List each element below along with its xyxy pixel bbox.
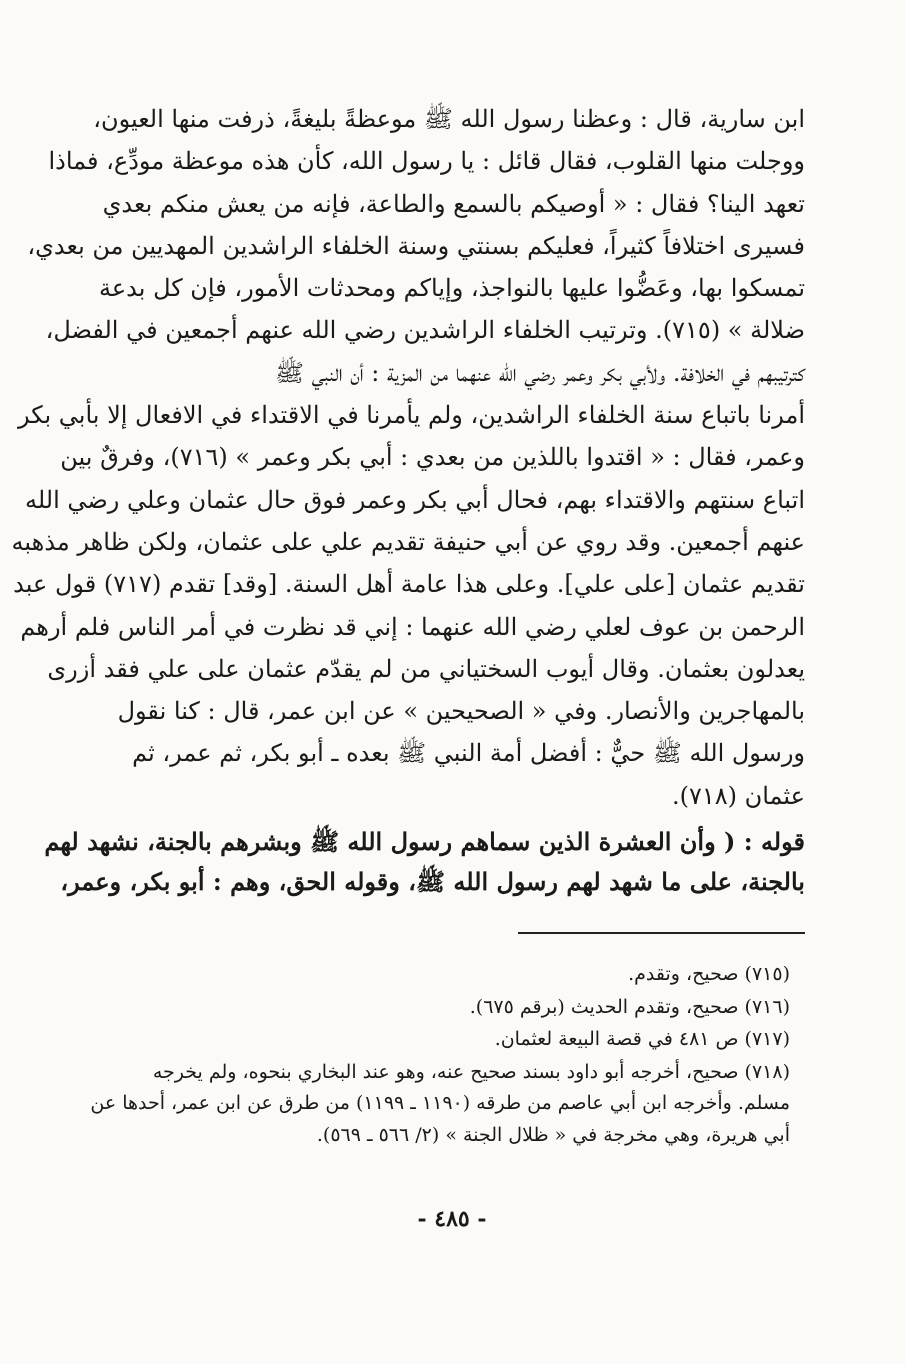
- quote-line: قوله : ( وأن العشرة الذين سماهم رسول الله ﷺ وبشرهم بالجنة، نشهد لهم: [44, 827, 805, 856]
- footnote-continuation: أبي هريرة، وهي مخرجة في « ظلال الجنة » (٢/ ٥٦٦ ـ ٥٦٩).: [316, 1123, 790, 1146]
- text-line: كترتيبهم في الخلافة. ولأبي بكر وعمر رضي الله عنهما من المزية : أن النبي ﷺ: [275, 358, 805, 387]
- text-line: ضلالة » (٧١٥). وترتيب الخلفاء الراشدين رضي الله عنهم أجمعين في الفضل،: [45, 316, 805, 345]
- main-text: [11, 98, 805, 817]
- text-line: الرحمن بن عوف لعلي رضي الله عنهما : إني قد نظرت في أمر الناس فلم أرهم: [20, 612, 805, 641]
- text-line: ابن سارية، قال : وعظنا رسول الله ﷺ موعظةً بليغةً، ذرفت منها العيون،: [93, 105, 805, 133]
- footnote-continuation: مسلم. وأخرجه ابن أبي عاصم من طرقه (١١٩٠ ـ ١١٩٩) من طرق عن ابن عمر، أحدها عن: [90, 1092, 790, 1115]
- text-line: أمرنا باتباع سنة الخلفاء الراشدين، ولم يأمرنا في الاقتداء في الافعال إلا بأبي بكر: [17, 401, 805, 430]
- footnote: (٧١٨) صحيح، أخرجه أبو داود بسند صحيح عنه، وهو عند البخاري بنحوه، ولم يخرجه: [152, 1060, 790, 1083]
- text-line: اتباع سنتهم والاقتداء بهم، فحال أبي بكر وعمر فوق حال عثمان وعلي رضي الله: [24, 485, 805, 514]
- footnote: (٧١٧) ص ٤٨١ في قصة البيعة لعثمان.: [494, 1028, 790, 1051]
- text-line: ووجلت منها القلوب، فقال قائل : يا رسول الله، كأن هذه موعظة مودِّع، فماذا: [48, 147, 805, 176]
- text-line: فسيرى اختلافاً كثيراً، فعليكم بسنتي وسنة الخلفاء الراشدين المهديين من بعدي،: [27, 231, 805, 260]
- page-number: - ٤٨٥ -: [417, 1206, 487, 1232]
- text-line: بالمهاجرين والأنصار. وفي « الصحيحين » عن ابن عمر، قال : كنا نقول: [117, 697, 805, 726]
- text-line: تقديم عثمان [على علي]. وعلى هذا عامة أهل السنة. [وقد] تقدم (٧١٧) قول عبد: [13, 570, 805, 599]
- text-line: يعدلون بعثمان. وقال أيوب السختياني من لم يقدّم عثمان على علي فقد أزرى: [47, 654, 805, 683]
- matn-quote: [44, 822, 805, 902]
- text-line: تمسكوا بها، وعَضُّوا عليها بالنواجذ، وإياكم ومحدثات الأمور، فإن كل بدعة: [98, 274, 805, 303]
- footnote: (٧١٥) صحيح، وتقدم.: [628, 963, 790, 985]
- footnote-divider: [518, 932, 805, 934]
- quote-line: بالجنة، على ما شهد لهم رسول الله ﷺ، وقوله الحق، وهم : أبو بكر، وعمر،: [60, 867, 805, 896]
- text-line: عنهم أجمعين. وقد روي عن أبي حنيفة تقديم علي على عثمان، ولكن ظاهر مذهبه: [11, 527, 805, 556]
- text-line: ورسول الله ﷺ حيٌّ : أفضل أمة النبي ﷺ بعده ـ أبو بكر، ثم عمر، ثم: [132, 739, 805, 768]
- text-line: عثمان (٧١٨).: [671, 781, 805, 810]
- text-line: وعمر، فقال : « اقتدوا باللذين من بعدي : أبي بكر وعمر » (٧١٦)، وفرقٌ بين: [60, 443, 805, 472]
- text-line: تعهد الينا؟ فقال : « أوصيكم بالسمع والطاعة، فإنه من يعش منكم بعدي: [102, 189, 805, 218]
- footnotes: [90, 958, 790, 1151]
- footnote: (٧١٦) صحيح، وتقدم الحديث (برقم ٦٧٥).: [469, 995, 790, 1018]
